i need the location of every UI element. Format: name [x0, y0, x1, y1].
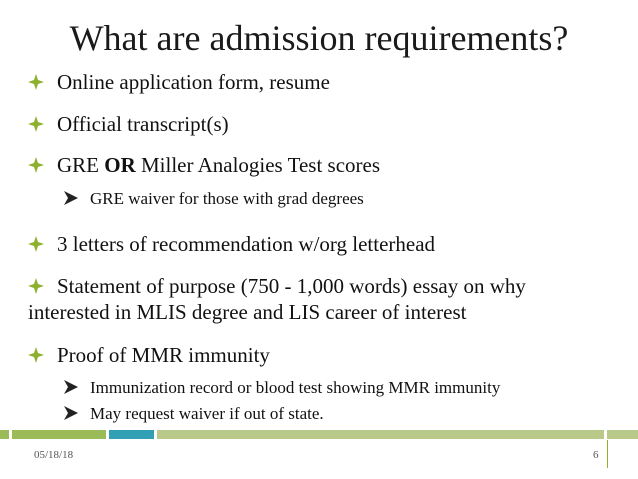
diamond-bullet-icon — [28, 74, 44, 90]
subitem-text: GRE waiver for those with grad degrees — [90, 189, 364, 208]
subitem-waiver — [63, 403, 628, 425]
diamond-bullet-icon — [28, 116, 44, 132]
bullet-text — [57, 153, 380, 177]
bullet-text: Proof of MMR immunity — [57, 343, 270, 367]
bullet-item-application — [28, 69, 628, 95]
bullet-item-mmr — [28, 342, 628, 368]
subitem-text: Immunization record or blood test showing MMR immunity — [90, 378, 501, 397]
footer-bar-segment — [607, 430, 638, 439]
page-number: 6 — [593, 449, 599, 461]
bullet-item-gre — [28, 152, 628, 178]
diamond-bullet-icon — [28, 236, 44, 252]
miller-text: Miller Analogies Test scores — [135, 153, 381, 177]
footer-date: 05/18/18 — [34, 449, 74, 461]
bullet-text: Statement of purpose (750 - 1,000 words) essay on why interested in MLIS degree and LIS career of interest — [28, 274, 526, 324]
bullet-text: 3 letters of recommendation w/org letterhead — [57, 232, 436, 256]
diamond-bullet-icon — [28, 157, 44, 173]
bullet-item-transcript — [28, 111, 628, 137]
arrow-bullet-icon — [63, 379, 79, 395]
or-emphasis: OR — [104, 153, 136, 177]
diamond-bullet-icon — [28, 347, 44, 363]
bullet-item-letters — [28, 231, 628, 257]
subitem-immunization — [63, 377, 628, 399]
gre-text: GRE — [57, 153, 105, 177]
arrow-bullet-icon — [63, 190, 79, 206]
footer-divider — [607, 440, 608, 468]
footer-bar-segment — [157, 430, 604, 439]
diamond-bullet-icon — [28, 278, 44, 294]
bullet-text: Official transcript(s) — [57, 112, 229, 136]
subitem-text: May request waiver if out of state. — [90, 404, 324, 423]
bullet-item-statement — [28, 273, 604, 325]
arrow-bullet-icon — [63, 405, 79, 421]
footer-bar-segment — [0, 430, 9, 439]
slide-title: What are admission requirements? — [69, 18, 569, 58]
subitem-gre-waiver — [63, 188, 628, 210]
footer-bar-segment — [109, 430, 154, 439]
bullet-text: Online application form, resume — [57, 70, 330, 94]
footer-bar-segment — [12, 430, 106, 439]
